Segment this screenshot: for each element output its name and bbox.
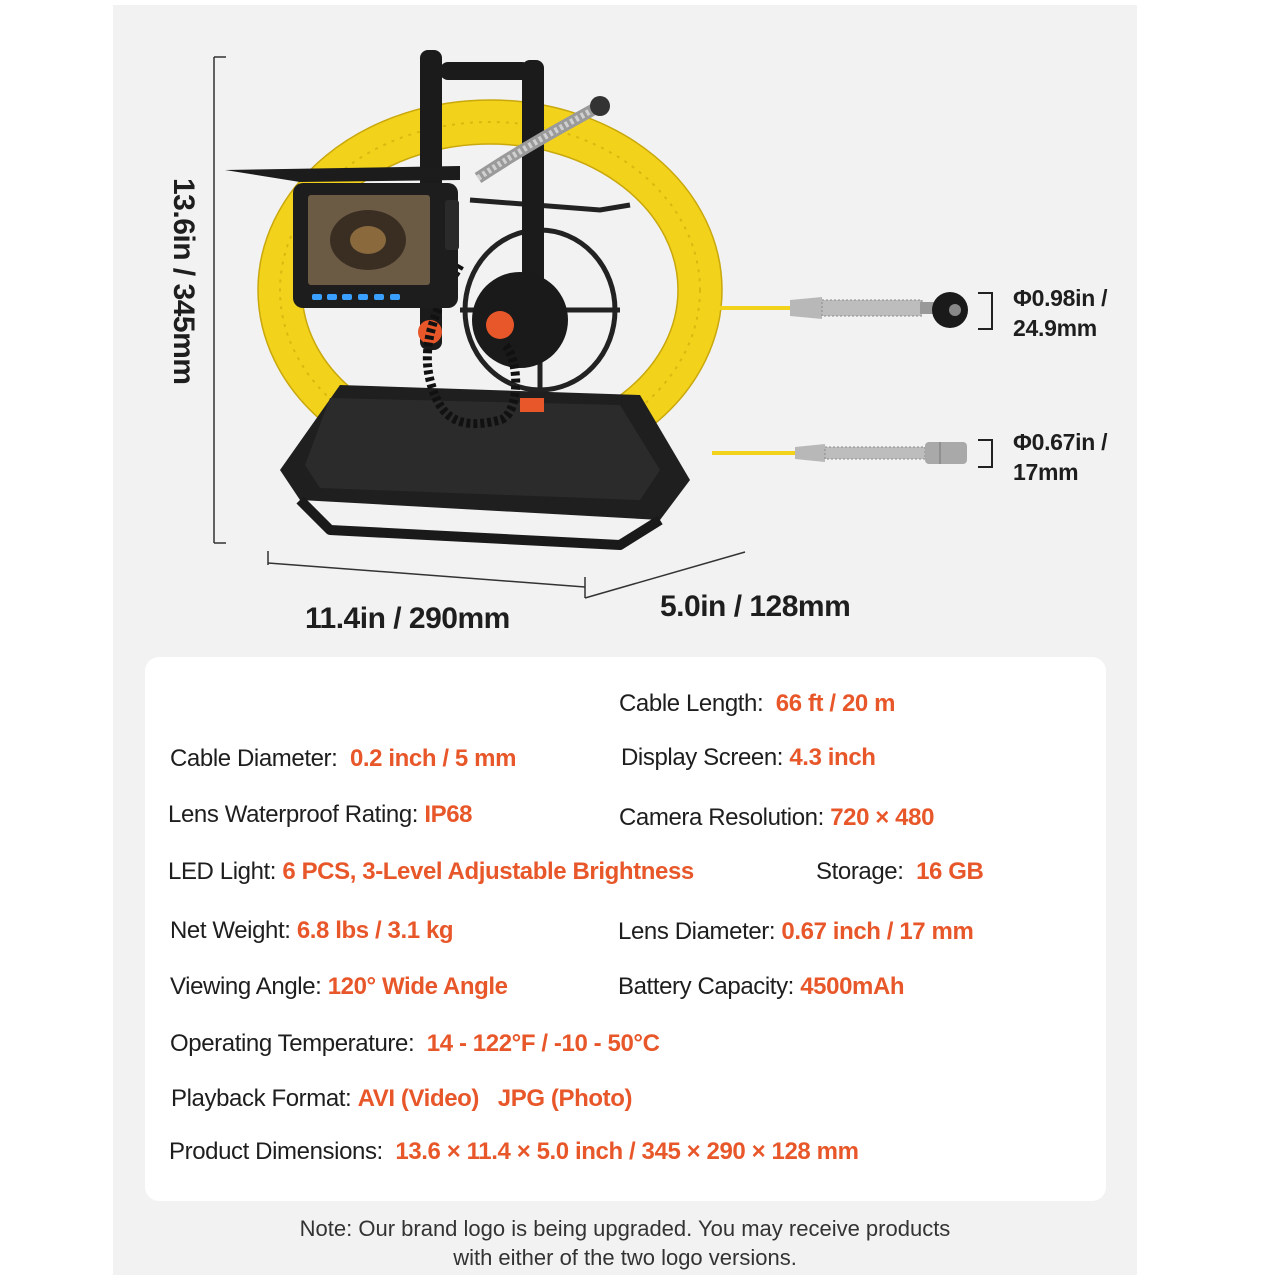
depth-dimension-label: 5.0in / 128mm — [660, 590, 851, 623]
height-dimension-line — [214, 57, 226, 543]
spec-lens-diameter — [618, 918, 973, 946]
spec-value: 6.8 lbs / 3.1 kg — [296, 917, 454, 944]
spec-label: Viewing Angle: — [170, 973, 322, 1000]
spec-label: Battery Capacity: — [618, 973, 794, 1000]
spec-product-dimensions — [169, 1138, 859, 1166]
probe-large-diameter-line2: 24.9mm — [1013, 315, 1097, 341]
spec-led — [168, 858, 694, 886]
probe-small-diameter-label — [1013, 427, 1107, 487]
probe-small — [712, 442, 967, 464]
spec-label: Storage: — [816, 858, 904, 885]
spec-label: Camera Resolution: — [619, 804, 824, 831]
spec-weight — [170, 917, 453, 945]
spec-label: LED Light: — [168, 858, 277, 885]
spec-label: Operating Temperature: — [170, 1030, 415, 1057]
logo-note-line2: with either of the two logo versions. — [453, 1245, 797, 1270]
spec-label: Display Screen: — [621, 744, 784, 771]
spec-cable-diameter — [170, 745, 516, 773]
spec-viewing-angle — [170, 973, 508, 1001]
spec-playback — [171, 1085, 632, 1113]
probe-large-diameter-label — [1013, 283, 1107, 343]
spec-value: 14 - 122°F / -10 - 50°C — [426, 1030, 660, 1057]
spec-storage — [816, 858, 983, 886]
spec-temperature — [170, 1030, 660, 1058]
probe-large — [712, 292, 968, 328]
spec-label: Lens Diameter: — [618, 918, 776, 945]
spec-value: IP68 — [424, 801, 473, 828]
probe-small-diameter-line2: 17mm — [1013, 459, 1079, 485]
width-dimension-line — [268, 551, 585, 598]
spec-battery — [618, 973, 904, 1001]
spec-value: 720 × 480 — [830, 804, 935, 831]
logo-note-line1: Note: Our brand logo is being upgraded. You may receive products — [299, 1216, 951, 1241]
spec-value: 66 ft / 20 m — [775, 690, 896, 717]
probe-small-bracket — [978, 440, 992, 467]
height-dimension-label: 13.6in / 345mm — [167, 178, 200, 385]
spec-value: 120° Wide Angle — [327, 973, 508, 1000]
spec-display-screen — [621, 744, 876, 772]
spec-label: Playback Format: — [171, 1085, 352, 1112]
spec-value: 6 PCS, 3-Level Adjustable Brightness — [282, 858, 694, 885]
spec-value: 4.3 inch — [789, 744, 876, 771]
spec-resolution — [619, 804, 934, 832]
logo-note — [0, 1214, 1250, 1272]
spec-cable-length — [619, 690, 895, 718]
spec-label: Product Dimensions: — [169, 1138, 383, 1165]
spec-value: 4500mAh — [800, 973, 905, 1000]
spec-label: Cable Length: — [619, 690, 764, 717]
spec-value: 13.6 × 11.4 × 5.0 inch / 345 × 290 × 128 mm — [395, 1138, 859, 1165]
base-frame — [280, 385, 690, 545]
spec-label: Net Weight: — [170, 917, 291, 944]
spec-waterproof — [168, 801, 472, 829]
spec-label: Cable Diameter: — [170, 745, 338, 772]
probe-large-bracket — [978, 293, 992, 329]
spec-label: Lens Waterproof Rating: — [168, 801, 419, 828]
spec-value: AVI (Video) JPG (Photo) — [357, 1085, 633, 1112]
probe-large-diameter-line1: Φ0.98in / — [1013, 285, 1108, 311]
spec-value: 16 GB — [916, 858, 984, 885]
spec-value: 0.67 inch / 17 mm — [781, 918, 974, 945]
width-dimension-label: 11.4in / 290mm — [305, 602, 510, 635]
probe-small-diameter-line1: Φ0.67in / — [1013, 429, 1108, 455]
spec-value: 0.2 inch / 5 mm — [349, 745, 517, 772]
